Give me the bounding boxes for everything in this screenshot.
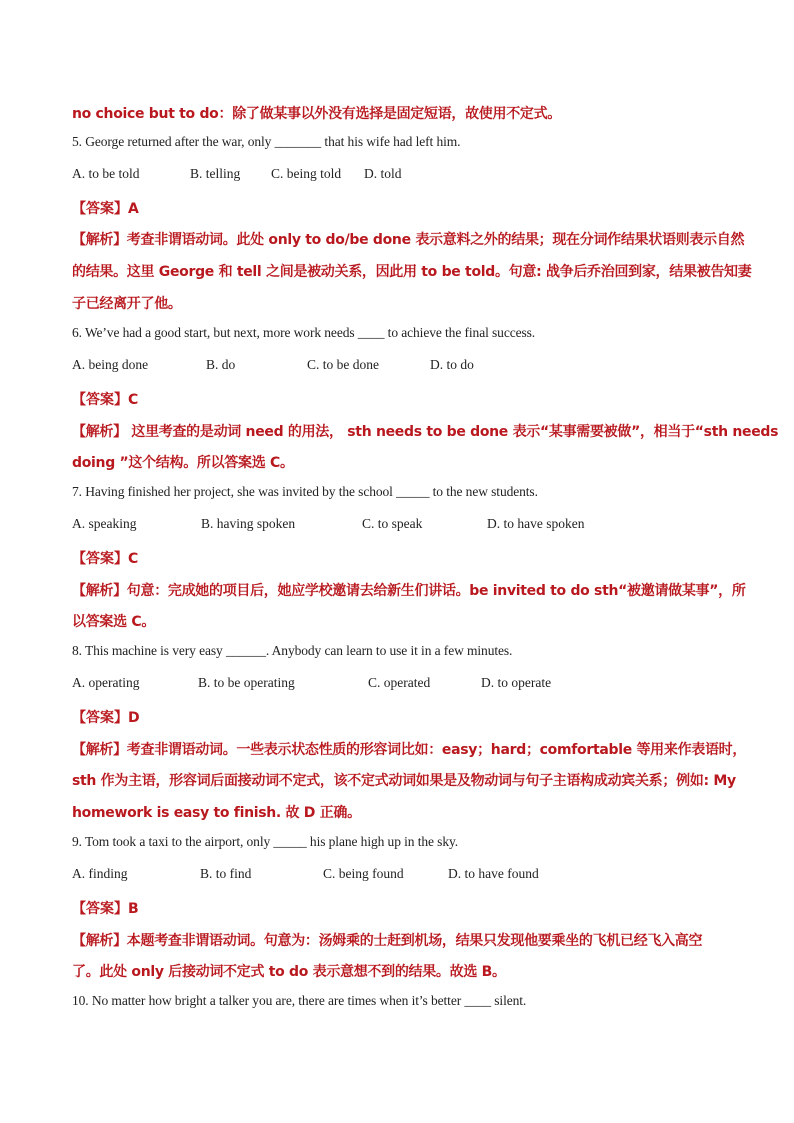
question-8-options xyxy=(72,675,724,693)
question-5-analysis-line-3: 子已经离开了他。 xyxy=(72,296,182,312)
question-6-analysis-line-2: doing ”这个结构。所以答案选 C。 xyxy=(72,455,294,471)
question-7-stem: 7. Having finished her project, she was invited by the school _____ to the new students. xyxy=(72,484,538,499)
option-c: C. operated xyxy=(368,675,431,690)
option-d: D. to operate xyxy=(481,675,552,690)
option-d: D. to do xyxy=(430,357,474,372)
option-a: A. being done xyxy=(72,357,149,372)
question-8-analysis-line-3: homework is easy to finish. 故 D 正确。 xyxy=(72,805,361,821)
question-6-answer: 【答案】C xyxy=(72,392,139,408)
option-c: C. to speak xyxy=(362,516,423,531)
option-b: B. to find xyxy=(200,866,252,881)
intro-note: no choice but to do：除了做某事以外没有选择是固定短语，故使用不定式。 xyxy=(72,106,561,122)
option-b: B. do xyxy=(206,357,236,372)
option-b: B. having spoken xyxy=(201,516,296,531)
option-b: B. to be operating xyxy=(198,675,295,690)
option-d: D. to have spoken xyxy=(487,516,585,531)
option-a: A. to be told xyxy=(72,166,140,181)
question-9-answer: 【答案】B xyxy=(72,901,139,917)
option-a: A. speaking xyxy=(72,516,137,531)
question-6-options xyxy=(72,357,724,375)
question-6-stem: 6. We’ve had a good start, but next, more work needs ____ to achieve the final success. xyxy=(72,325,536,340)
question-7-options xyxy=(72,516,724,534)
question-8-analysis-line-2: sth 作为主语，形容词后面接动词不定式，该不定式动词如果是及物动词与句子主语构成动宾关系；例如: My xyxy=(72,773,736,789)
question-8-stem: 8. This machine is very easy ______. Anybody can learn to use it in a few minutes. xyxy=(72,643,513,658)
question-8-answer: 【答案】D xyxy=(72,710,140,726)
question-7-analysis-line-1: 【解析】句意：完成她的项目后，她应学校邀请去给新生们讲话。be invited to do sth“被邀请做某事”，所 xyxy=(72,583,746,599)
option-b: B. telling xyxy=(190,166,241,181)
question-8-analysis-line-1: 【解析】考查非谓语动词。一些表示状态性质的形容词比如：easy；hard；comfortable 等用来作表语时， xyxy=(72,742,747,758)
option-d: D. told xyxy=(364,166,402,181)
question-9-options xyxy=(72,866,724,884)
question-9-stem: 9. Tom took a taxi to the airport, only _____ his plane high up in the sky. xyxy=(72,834,459,849)
option-a: A. operating xyxy=(72,675,140,690)
question-9-analysis-line-2: 了。此处 only 后接动词不定式 to do 表示意想不到的结果。故选 B。 xyxy=(72,964,506,980)
question-5-stem: 5. George returned after the war, only _______ that his wife had left him. xyxy=(72,134,461,149)
question-5-answer: 【答案】A xyxy=(72,201,139,217)
question-9-analysis-line-1: 【解析】本题考查非谓语动词。句意为：汤姆乘的士赶到机场，结果只发现他要乘坐的飞机已经飞入高空 xyxy=(72,933,703,949)
option-d: D. to have found xyxy=(448,866,539,881)
question-5-analysis-line-2: 的结果。这里 George 和 tell 之间是被动关系，因此用 to be told。句意: 战争后乔治回到家，结果被告知妻 xyxy=(72,264,752,280)
option-a: A. finding xyxy=(72,866,128,881)
question-5-options xyxy=(72,166,724,184)
question-10-stem: 10. No matter how bright a talker you are, there are times when it’s better ____ silent. xyxy=(72,993,527,1008)
question-7-analysis-line-2: 以答案选 C。 xyxy=(72,614,156,630)
question-5-analysis-line-1: 【解析】考查非谓语动词。此处 only to do/be done 表示意料之外的结果；现在分词作结果状语则表示自然 xyxy=(72,232,745,248)
option-c: C. being told xyxy=(271,166,342,181)
option-c: C. being found xyxy=(323,866,404,881)
option-c: C. to be done xyxy=(307,357,379,372)
question-7-answer: 【答案】C xyxy=(72,551,139,567)
question-6-analysis-line-1: 【解析】 这里考查的是动词 need 的用法， sth needs to be done 表示“某事需要被做”，相当于“sth needs xyxy=(72,424,779,440)
